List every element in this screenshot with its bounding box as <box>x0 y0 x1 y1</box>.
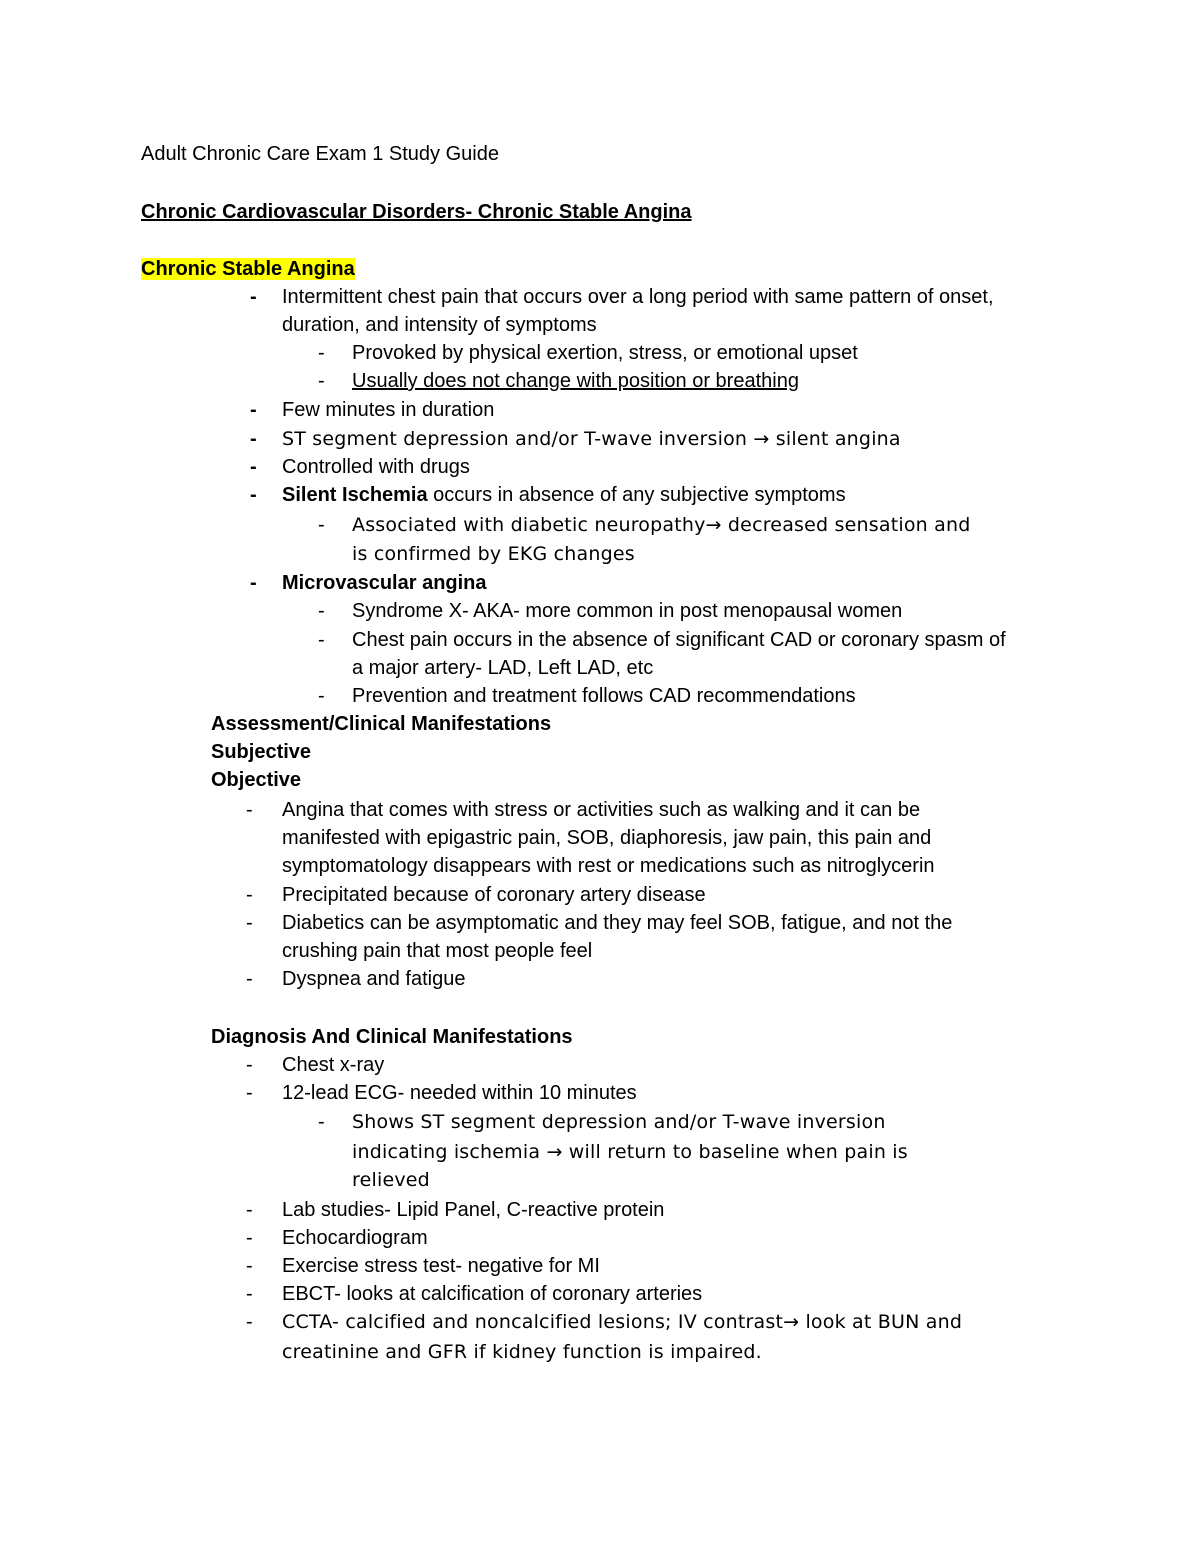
list-item: Controlled with drugs <box>282 456 470 478</box>
bullet-dash: - <box>246 1082 253 1104</box>
bullet-dash: - <box>318 600 325 622</box>
list-item: Intermittent chest pain that occurs over a long period with same pattern of onset, <box>282 286 994 308</box>
subjective-heading: Subjective <box>211 741 312 763</box>
list-item: Chest pain occurs in the absence of significant CAD or coronary spasm of <box>352 629 1006 651</box>
bullet-dash: - <box>250 572 257 594</box>
bullet-dash: - <box>246 1199 253 1221</box>
list-item: Prevention and treatment follows CAD recommendations <box>352 685 856 707</box>
assessment-heading: Assessment/Clinical Manifestations <box>211 713 552 735</box>
list-item: Usually does not change with position or breathing <box>352 370 799 392</box>
list-item: Provoked by physical exertion, stress, or emotional upset <box>352 342 858 364</box>
list-item: CCTA- calcified and noncalcified lesions; IV contrast→ look at BUN and <box>282 1311 963 1333</box>
section-heading: Chronic Cardiovascular Disorders- Chronic Stable Angina <box>141 201 692 223</box>
list-item: relieved <box>352 1169 430 1191</box>
list-item: Lab studies- Lipid Panel, C-reactive protein <box>282 1199 665 1221</box>
list-item: Echocardiogram <box>282 1227 428 1249</box>
list-item: Associated with diabetic neuropathy→ decreased sensation and <box>352 514 971 536</box>
list-item <box>282 481 846 509</box>
bullet-dash: - <box>318 1111 325 1133</box>
list-item: indicating ischemia → will return to baseline when pain is <box>352 1141 908 1163</box>
list-item: manifested with epigastric pain, SOB, diaphoresis, jaw pain, this pain and <box>282 827 932 849</box>
bullet-dash: - <box>250 484 257 506</box>
bullet-dash: - <box>246 799 253 821</box>
bullet-dash: - <box>318 514 325 536</box>
silent-ischemia-desc: occurs in absence of any subjective symptoms <box>427 484 846 506</box>
list-item: a major artery- LAD, Left LAD, etc <box>352 657 654 679</box>
angina-heading <box>141 255 355 283</box>
bullet-dash: - <box>246 884 253 906</box>
list-item: Dyspnea and fatigue <box>282 968 466 990</box>
list-item: Chest x-ray <box>282 1054 385 1076</box>
objective-heading: Objective <box>211 769 302 791</box>
list-item: is confirmed by EKG changes <box>352 543 635 565</box>
list-item: creatinine and GFR if kidney function is impaired. <box>282 1341 762 1363</box>
list-item: crushing pain that most people feel <box>282 940 593 962</box>
bullet-dash: - <box>250 456 257 478</box>
silent-ischemia-term: Silent Ischemia <box>282 484 428 506</box>
bullet-dash: - <box>246 1311 253 1333</box>
list-item: Diabetics can be asymptomatic and they may feel SOB, fatigue, and not the <box>282 912 953 934</box>
bullet-dash: - <box>318 685 325 707</box>
list-item: Few minutes in duration <box>282 399 495 421</box>
bullet-dash: - <box>246 1283 253 1305</box>
bullet-dash: - <box>246 912 253 934</box>
list-item: duration, and intensity of symptoms <box>282 314 597 336</box>
list-item: Angina that comes with stress or activities such as walking and it can be <box>282 799 921 821</box>
bullet-dash: - <box>250 286 257 308</box>
list-item: Shows ST segment depression and/or T-wave inversion <box>352 1111 886 1133</box>
diagnosis-heading: Diagnosis And Clinical Manifestations <box>211 1026 573 1048</box>
list-item: ST segment depression and/or T-wave inversion → silent angina <box>282 428 901 450</box>
list-item: Precipitated because of coronary artery disease <box>282 884 706 906</box>
bullet-dash: - <box>246 1255 253 1277</box>
list-item: Exercise stress test- negative for MI <box>282 1255 600 1277</box>
bullet-dash: - <box>246 968 253 990</box>
bullet-dash: - <box>246 1054 253 1076</box>
list-item: Syndrome X- AKA- more common in post menopausal women <box>352 600 903 622</box>
bullet-dash: - <box>246 1227 253 1249</box>
bullet-dash: - <box>318 370 325 392</box>
list-item: 12-lead ECG- needed within 10 minutes <box>282 1082 637 1104</box>
list-item: symptomatology disappears with rest or medications such as nitroglycerin <box>282 855 935 877</box>
angina-heading-text: Chronic Stable Angina <box>141 258 355 280</box>
bullet-dash: - <box>318 629 325 651</box>
list-item: EBCT- looks at calcification of coronary arteries <box>282 1283 703 1305</box>
bullet-dash: - <box>250 399 257 421</box>
bullet-dash: - <box>318 342 325 364</box>
document-title: Adult Chronic Care Exam 1 Study Guide <box>141 143 499 165</box>
list-item: Microvascular angina <box>282 572 487 594</box>
bullet-dash: - <box>250 428 257 450</box>
